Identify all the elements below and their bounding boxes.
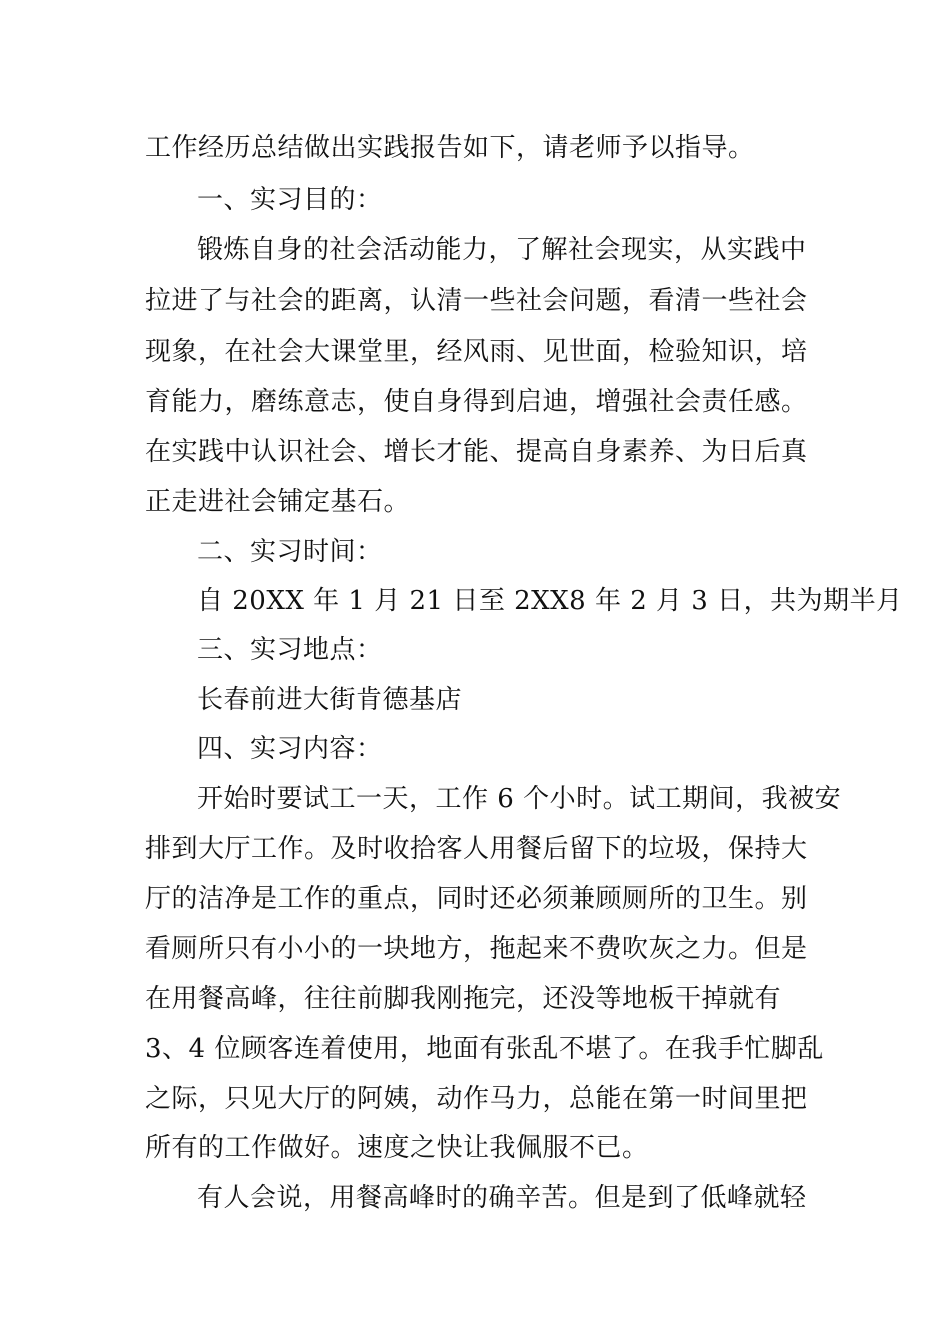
text-line: 锻炼自身的社会活动能力，了解社会现实，从实践中	[197, 235, 807, 265]
text-line: 工作经历总结做出实践报告如下，请老师予以指导。	[145, 133, 755, 163]
text-line: 之际，只见大厅的阿姨，动作马力，总能在第一时间里把	[145, 1084, 808, 1114]
text-line: 拉进了与社会的距离，认清一些社会问题，看清一些社会	[145, 286, 808, 316]
text-line: 正走进社会铺定基石。	[145, 487, 411, 517]
text-line: 长春前进大街肯德基店	[197, 685, 463, 715]
text-line: 排到大厅工作。及时收拾客人用餐后留下的垃圾，保持大	[145, 834, 808, 864]
section-heading: 二、实习时间：	[197, 537, 383, 567]
section-heading: 三、实习地点：	[197, 635, 383, 665]
text-line: 在实践中认识社会、增长才能、提高自身素养、为日后真	[145, 437, 808, 467]
text-line: 开始时要试工一天，工作 6 个小时。试工期间，我被安	[197, 784, 842, 814]
text-line: 现象，在社会大课堂里，经风雨、见世面，检验知识，培	[145, 337, 808, 367]
text-line: 所有的工作做好。速度之快让我佩服不已。	[145, 1133, 649, 1163]
text-line: 育能力，磨练意志，使自身得到启迪，增强社会责任感。	[145, 387, 808, 417]
section-heading: 一、实习目的：	[197, 185, 383, 215]
text-line: 看厕所只有小小的一块地方，拖起来不费吹灰之力。但是	[145, 934, 808, 964]
text-line: 自 20XX 年 1 月 21 日至 2XX8 年 2 月 3 日，共为期半月	[197, 586, 903, 616]
section-heading: 四、实习内容：	[197, 734, 383, 764]
text-line: 厅的洁净是工作的重点，同时还必须兼顾厕所的卫生。别	[145, 884, 808, 914]
text-line: 有人会说，用餐高峰时的确辛苦。但是到了低峰就轻	[197, 1183, 807, 1213]
text-line: 3、4 位顾客连着使用，地面有张乱不堪了。在我手忙脚乱	[145, 1034, 824, 1064]
text-line: 在用餐高峰，往往前脚我刚拖完，还没等地板干掉就有	[145, 984, 782, 1014]
